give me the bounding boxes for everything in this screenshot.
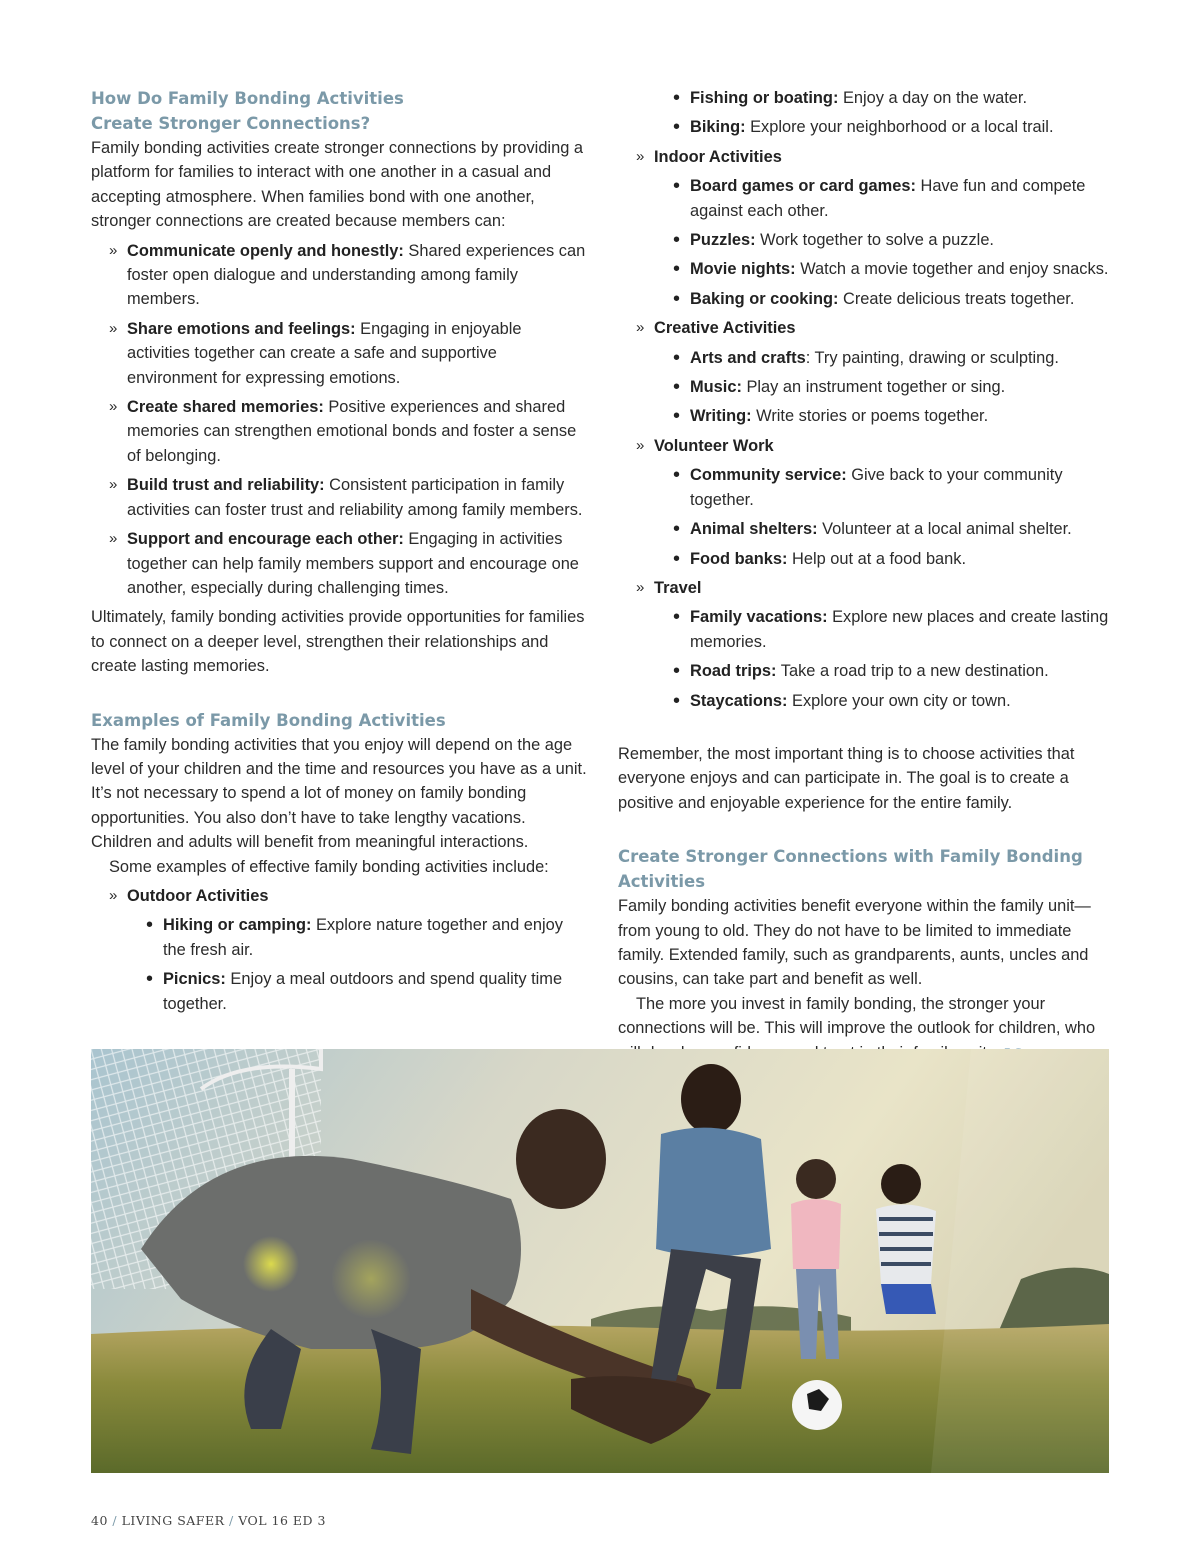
page-number: 40 — [91, 1513, 108, 1528]
examples-paragraph: The family bonding activities that you enjoy will depend on the age level of your children and the time and resources you have as a unit. It’s not necessary to spend a lot of money on family bonding opportunities. You also don’t have to take lengthy vacations. Children and adults will benefit from meaningful interactions. — [91, 735, 587, 852]
family-soccer-photo — [91, 1049, 1109, 1473]
activity-item: • Food banks: Help out at a food bank. — [618, 547, 1112, 571]
benefit-item: » Create shared memories: Positive experiences and shared memories can strengthen emotional bonds and foster a sense of belonging. — [91, 395, 587, 468]
publication-name: LIVING SAFER — [121, 1513, 225, 1528]
benefits-list — [91, 239, 587, 601]
photo-illustration — [91, 1049, 1109, 1473]
activity-item: • Picnics: Enjoy a meal outdoors and spend quality time together. — [91, 967, 587, 1016]
activity-item: • Puzzles: Work together to solve a puzzle. — [618, 228, 1112, 252]
section-heading-examples: Examples of Family Bonding Activities — [91, 710, 446, 730]
page-footer: 40 / LIVING SAFER / VOL 16 ED 3 — [91, 1513, 326, 1528]
group-title-volunteer: » Volunteer Work — [618, 434, 1112, 458]
conclusion-paragraph: Ultimately, family bonding activities provide opportunities for families to connect on a deeper level, strengthen their relationships and create lasting memories. — [91, 608, 585, 676]
section-heading-create: Create Stronger Connections with Family Bonding Activities — [618, 847, 1083, 892]
intro-paragraph: Family bonding activities create stronger connections by providing a platform for families to interact with one another in a casual and accepting atmosphere. When families bond with one another, stronger connections are created because members can: — [91, 139, 583, 231]
benefit-item: » Support and encourage each other: Engaging in activities together can help family members support and encourage one another, especially during challenging times. — [91, 527, 587, 600]
benefit-item: » Build trust and reliability: Consistent participation in family activities can foster trust and reliability among family members. — [91, 473, 587, 522]
benefit-item: » Communicate openly and honestly: Shared experiences can foster open dialogue and understanding among family members. — [91, 239, 587, 312]
group-title-indoor: » Indoor Activities — [618, 145, 1112, 169]
activity-item: • Movie nights: Watch a movie together and enjoy snacks. — [618, 257, 1112, 281]
activity-item: • Staycations: Explore your own city or town. — [618, 689, 1112, 713]
activity-item: • Hiking or camping: Explore nature together and enjoy the fresh air. — [91, 913, 587, 962]
activity-item: • Music: Play an instrument together or sing. — [618, 375, 1112, 399]
closing-paragraph: The more you invest in family bonding, the stronger your connections will be. This will improve the outlook for children, who — [618, 992, 1112, 1067]
section-heading-connections: How Do Family Bonding Activities Create Stronger Connections? — [91, 89, 404, 133]
activity-item: • Baking or cooking: Create delicious treats together. — [618, 287, 1112, 311]
activity-item: • Animal shelters: Volunteer at a local animal shelter. — [618, 517, 1112, 541]
activity-item: • Family vacations: Explore new places and create lasting memories. — [618, 605, 1112, 654]
activity-item: • Fishing or boating: Enjoy a day on the water. — [618, 86, 1112, 110]
benefit-item: » Share emotions and feelings: Engaging in enjoyable activities together can create a safe and supportive environment for expressing emotions. — [91, 317, 587, 390]
issue-label: VOL 16 ED 3 — [238, 1513, 326, 1528]
activity-item: • Biking: Explore your neighborhood or a local trail. — [618, 115, 1112, 139]
group-title-outdoor: » Outdoor Activities — [91, 884, 587, 908]
activity-item: • Arts and crafts: Try painting, drawing or sculpting. — [618, 346, 1112, 370]
group-title-creative: » Creative Activities — [618, 316, 1112, 340]
right-column — [618, 86, 1112, 1072]
benefit-paragraph: Family bonding activities benefit everyone within the family unit—from young to old. They do not have to be limited to immediate family. Extended family, such as grandparents, aunts, uncles and cousins, can take part and benefit as well. — [618, 897, 1091, 989]
examples-intro: Some examples of effective family bonding activities include: — [109, 857, 549, 876]
activity-item: • Writing: Write stories or poems together. — [618, 404, 1112, 428]
activity-item: • Community service: Give back to your community together. — [618, 463, 1112, 512]
group-title-travel: » Travel — [618, 576, 1112, 600]
left-column — [91, 86, 587, 1021]
activity-item: • Board games or card games: Have fun and compete against each other. — [618, 174, 1112, 223]
activity-item: • Road trips: Take a road trip to a new destination. — [618, 659, 1112, 683]
reminder-paragraph: Remember, the most important thing is to choose activities that everyone enjoys and can participate in. The goal is to create a positive and enjoyable experience for the entire family. — [618, 744, 1075, 812]
